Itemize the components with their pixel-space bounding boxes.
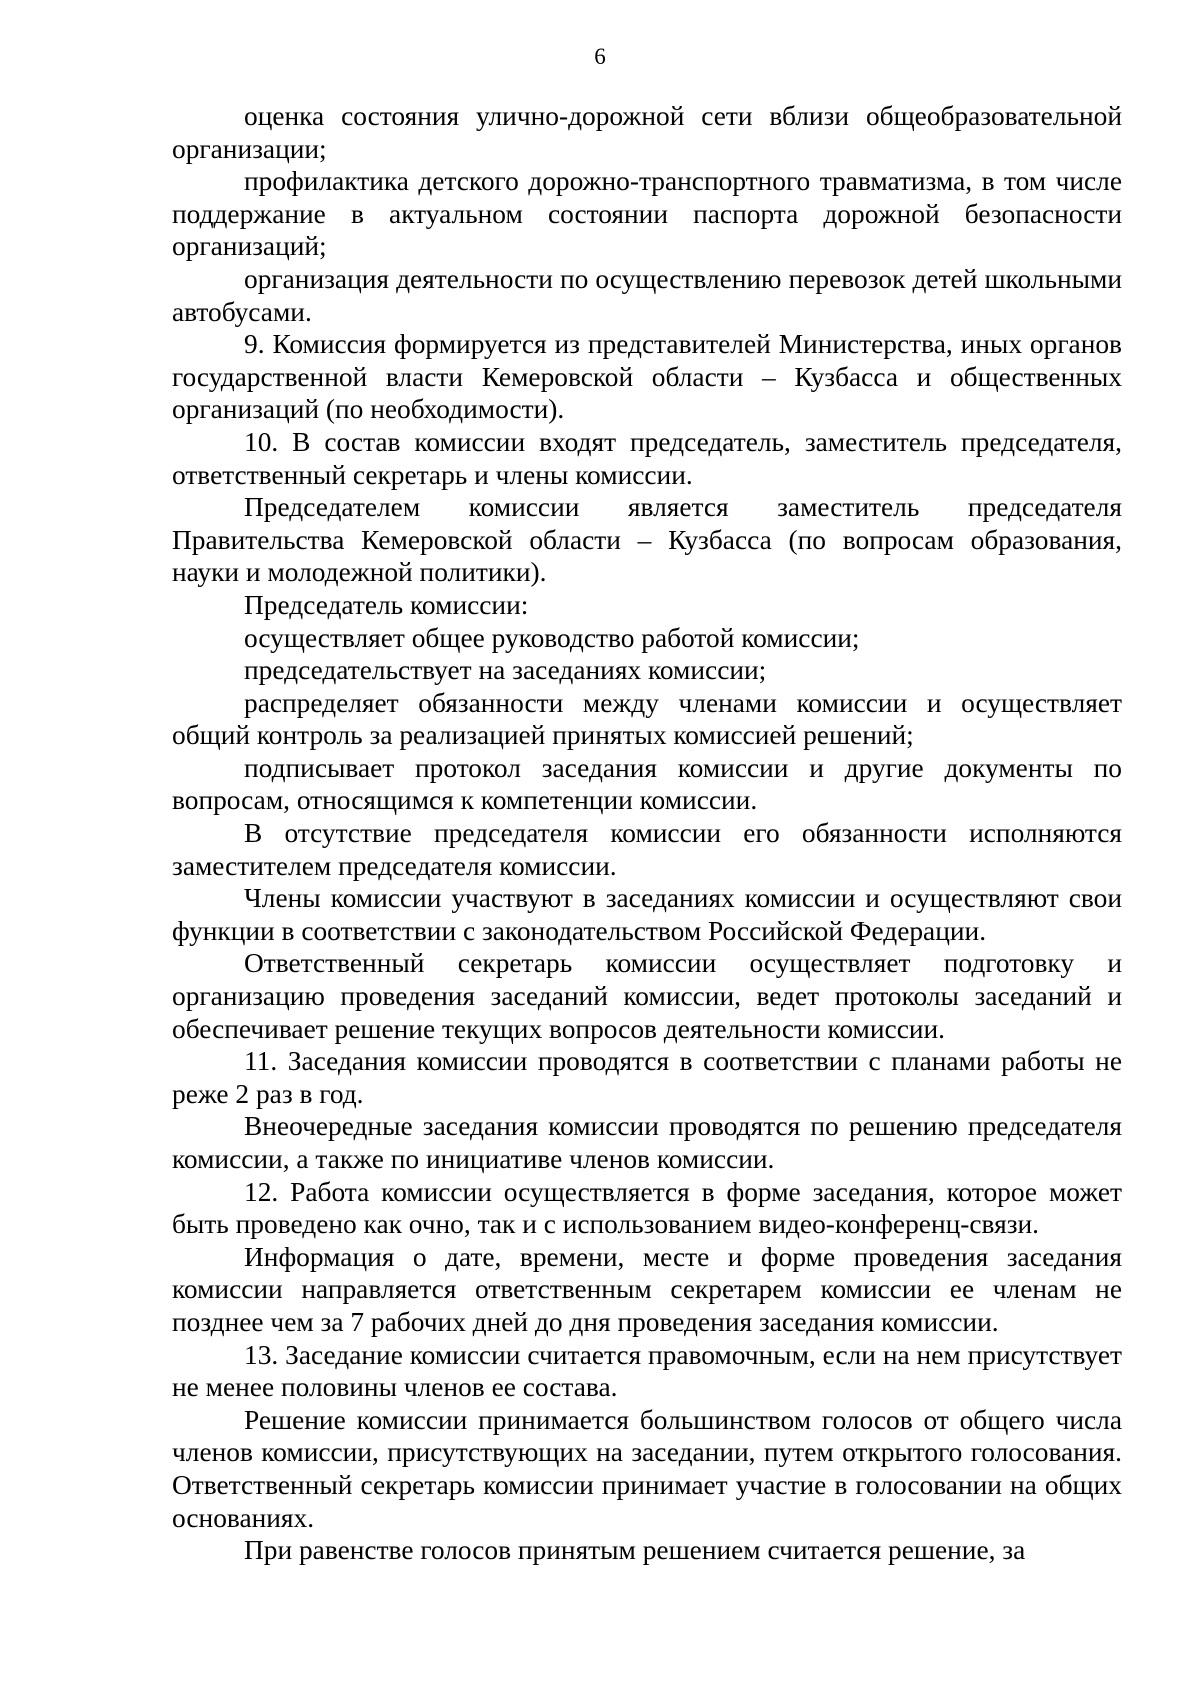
paragraph: Внеочередные заседания комиссии проводятся по решению председателя комиссии, а также по инициативе членов комиссии. <box>172 1111 1122 1174</box>
paragraph: 9. Комиссия формируется из представителей Министерства, иных органов государственной власти Кемеровской области – Кузбасса и общественных организаций (по необходимости). <box>172 329 1122 425</box>
paragraph: председательствует на заседаниях комиссии; <box>244 655 767 686</box>
paragraph: организация деятельности по осуществлению перевозок детей школьными автобусами. <box>172 263 1122 327</box>
paragraph: Председателем комиссии является заместитель председателя Правительства Кемеровской области – Кузбасса (по вопросам образования, науки и молодежной политики). <box>172 492 1122 588</box>
paragraph: Члены комиссии участвуют в заседаниях комиссии и осуществляют свои функции в соответствии с законодательством Российской Федерации. <box>172 883 1122 946</box>
page-number: 6 <box>594 44 606 69</box>
paragraph: Информация о дате, времени, месте и форме проведения заседания комиссии направляется ответственным секретарем комиссии ее членам не позднее чем за 7 рабочих дней до дня проведения заседания комиссии. <box>172 1241 1122 1337</box>
paragraph: В отсутствие председателя комиссии его обязанности исполняются заместителем председателя комиссии. <box>172 818 1122 881</box>
paragraph: подписывает протокол заседания комиссии и другие документы по вопросам, относящимся к компетенции комиссии. <box>172 752 1122 816</box>
document-body <box>172 100 1122 1567</box>
paragraph: При равенстве голосов принятым решением считается решение, за <box>244 1535 1026 1566</box>
paragraph: распределяет обязанности между членами комиссии и осуществляет общий контроль за реализацией принятых комиссией решений; <box>172 687 1122 751</box>
paragraph: Председатель комиссии: <box>244 589 529 620</box>
paragraph: 13. Заседание комиссии считается правомочным, если на нем присутствует не менее половины членов ее состава. <box>172 1339 1122 1403</box>
paragraph: профилактика детского дорожно-транспортного травматизма, в том числе поддержание в актуальном состоянии паспорта дорожной безопасности организаций; <box>172 166 1122 262</box>
paragraph: оценка состояния улично-дорожной сети вблизи общеобразовательной организации; <box>172 101 1122 164</box>
paragraph: 12. Работа комиссии осуществляется в форме заседания, которое может быть проведено как очно, так и с использованием видео-конференц-связи. <box>172 1176 1122 1240</box>
paragraph: 11. Заседания комиссии проводятся в соответствии с планами работы не реже 2 раз в год. <box>172 1046 1122 1109</box>
paragraph: Решение комиссии принимается большинством голосов от общего числа членов комиссии, присутствующих на заседании, путем открытого голосования. Ответственный секретарь комиссии принимает участие в голосовании на общих основаниях. <box>172 1404 1122 1533</box>
paragraph: Ответственный секретарь комиссии осуществляет подготовку и организацию проведения заседаний комиссии, ведет протоколы заседаний и обеспечивает решение текущих вопросов деятельности комиссии. <box>172 948 1122 1044</box>
paragraph: осуществляет общее руководство работой комиссии; <box>244 622 860 653</box>
paragraph: 10. В состав комиссии входят председатель, заместитель председателя, ответственный секретарь и члены комиссии. <box>172 426 1122 490</box>
